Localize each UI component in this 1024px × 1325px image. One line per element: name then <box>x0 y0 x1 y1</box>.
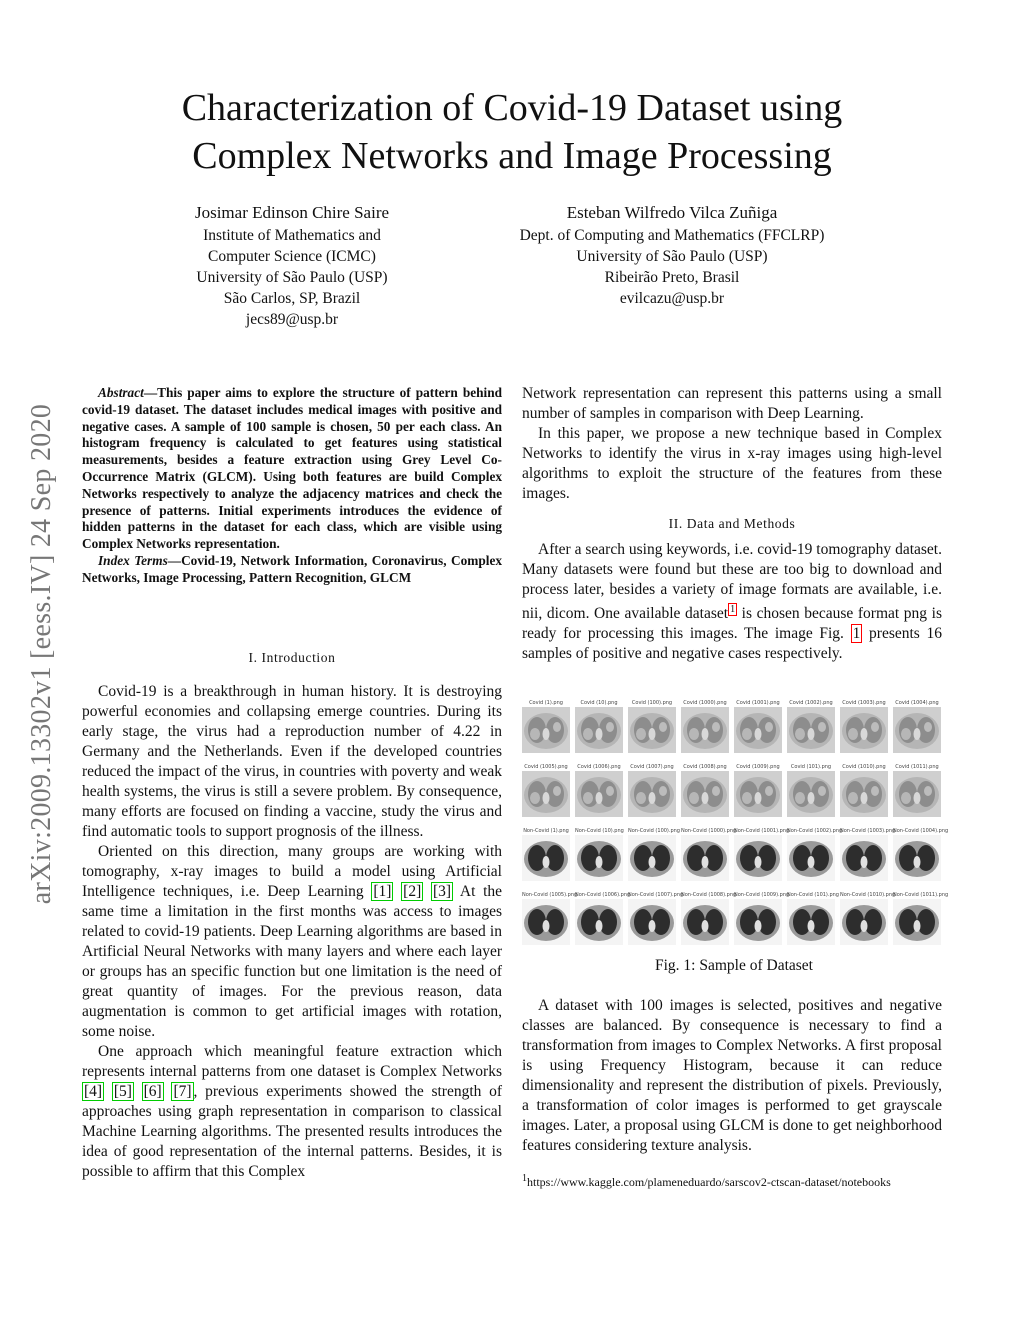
arxiv-stamp <box>14 352 70 957</box>
figure-sample-cell <box>893 700 941 756</box>
ct-scan-image <box>787 835 835 881</box>
ct-scan-image <box>681 771 729 817</box>
figure-link[interactable]: 1 <box>852 625 861 643</box>
paper-title <box>80 84 944 180</box>
figure-sample-label: Non-Covid (1005).png <box>522 892 578 898</box>
footnote-url[interactable]: https://www.kaggle.com/plameneduardo/sarscov2-ctscan-dataset/notebooks <box>527 1175 891 1189</box>
author-affiliation: University of São Paulo (USP) <box>576 248 768 265</box>
ct-scan-image <box>522 771 570 817</box>
figure-sample-cell <box>734 700 782 756</box>
figure-sample-cell <box>628 700 676 756</box>
figure-sample-cell <box>575 892 631 948</box>
data-p1-text-cont: is chosen because format png is ready for processing this images. The image Fig. <box>522 605 942 643</box>
author-affiliation: University of São Paulo (USP) <box>196 269 388 286</box>
figure-sample-label: Covid (1008).png <box>683 764 727 770</box>
figure-sample-cell <box>734 828 790 884</box>
data-p1-text: After a search using keywords, i.e. covid-19 tomography dataset. Many datasets were found but these are too big to download and process later, besides a variety of image formats are available, i.e. nii, dicom. One available dataset <box>522 541 942 623</box>
figure-sample-label: Covid (1006).png <box>577 764 621 770</box>
ct-scan-image <box>734 899 782 945</box>
ct-scan-image <box>628 771 676 817</box>
citation-link[interactable]: [5] <box>113 1083 132 1100</box>
figure-sample-label: Covid (1011).png <box>895 764 939 770</box>
author-affiliation: Institute of Mathematics and <box>203 227 381 244</box>
figure-sample-label: Non-Covid (10).png <box>575 828 624 834</box>
figure-sample-label: Covid (1004).png <box>895 700 939 706</box>
intro-p3-text-cont: , previous experiments showed the strength of approaches using graph representation in comparison to classical Machine Learning algorithms. The presented results introduces the idea of good representation of the internal patterns. Besides, it is possible to affirm that this Complex <box>82 1083 503 1180</box>
figure-sample-label: Non-Covid (1008).png <box>681 892 737 898</box>
abstract <box>82 385 502 587</box>
ct-scan-image <box>575 835 623 881</box>
author-block-2 <box>472 201 872 309</box>
figure-sample-cell <box>628 892 684 948</box>
intro-paragraph-4: In this paper, we propose a new technique based in Complex Networks to identify the virus in x-ray images using high-level algorithms to exploit the structure of the features from these images. <box>522 425 942 502</box>
figure-sample-cell <box>734 892 790 948</box>
ct-scan-image <box>893 835 941 881</box>
intro-paragraph-1: Covid-19 is a breakthrough in human history. It is destroying powerful economies and collapsing emerge countries. During its early stage, the virus had a reproduction number of 4.22 in Germany and the Netherlands. Even if the developed countries reduced the impact of the virus, in countries with poverty and weak health systems, the virus is still a severe problem. By consequence, many efforts are focused on finding a vaccine, study the virus and find automatic tools to support prognosis of the illness. <box>82 683 502 840</box>
ct-scan-image <box>734 707 782 753</box>
intro-p2-text: Oriented on this direction, many groups are working with tomography, x-ray images to build a model using Artificial Intelligence techniques, i.e. Deep Learning <box>82 843 502 900</box>
ct-scan-image <box>787 899 835 945</box>
figure-sample-label: Covid (1005).png <box>524 764 568 770</box>
figure-sample-cell <box>575 700 623 756</box>
arxiv-id[interactable]: arXiv:2009.13302v1 [eess.IV] 24 Sep 2020 <box>26 403 57 905</box>
data-methods-body <box>522 540 942 664</box>
ct-scan-image <box>840 899 888 945</box>
citation-link[interactable]: [2] <box>403 883 422 900</box>
figure-sample-label: Non-Covid (1002).png <box>787 828 843 834</box>
intro-continued-paragraph: Network representation can represent this patterns using a small number of samples in comparison with Deep Learning. <box>522 385 942 422</box>
figure-sample-cell <box>787 764 835 820</box>
figure-sample-label: Non-Covid (1).png <box>523 828 569 834</box>
figure-sample-label: Non-Covid (1000).png <box>681 828 737 834</box>
figure-sample-cell <box>522 764 570 820</box>
ct-scan-image <box>787 707 835 753</box>
author-affiliation: Computer Science (ICMC) <box>208 248 376 265</box>
figure-sample-cell <box>840 700 888 756</box>
figure-sample-label: Covid (1001).png <box>736 700 780 706</box>
ct-scan-image <box>840 835 888 881</box>
title-line-2: Complex Networks and Image Processing <box>192 135 832 177</box>
figure-sample-label: Covid (1003).png <box>842 700 886 706</box>
footnote-link[interactable]: 1 <box>730 604 736 615</box>
figure-sample-label: Non-Covid (1001).png <box>734 828 790 834</box>
figure-sample-label: Covid (10).png <box>580 700 618 706</box>
ct-scan-image <box>522 899 570 945</box>
figure-sample-label: Covid (1002).png <box>789 700 833 706</box>
figure-caption: Fig. 1: Sample of Dataset <box>655 957 813 974</box>
ct-scan-image <box>522 835 570 881</box>
author-email[interactable]: jecs89@usp.br <box>245 311 339 328</box>
ct-scan-image <box>840 707 888 753</box>
figure-sample-cell <box>840 764 888 820</box>
figure-sample-cell <box>681 700 729 756</box>
ct-scan-image <box>522 707 570 753</box>
author-affiliation: Dept. of Computing and Mathematics (FFCLRP) <box>519 227 825 244</box>
figure-sample-cell <box>628 828 680 884</box>
author-location: Ribeirão Preto, Brasil <box>604 269 740 286</box>
figure-sample-label: Covid (1007).png <box>630 764 674 770</box>
ct-scan-image <box>681 899 729 945</box>
ct-scan-image <box>893 899 941 945</box>
abstract-body: —This paper aims to explore the structure of pattern behind covid-19 dataset. The dataset includes medical images with positive and negative cases. A sample of 100 sample is chosen, 50 per each class. An histogram frequency is calculated to get features using statistical measurements, besides a feature extraction using Grey Level Co-Occurrence Matrix (GLCM). Using both features are build Complex Networks respectively to analyze the adjacency matrices and check the presence of patterns. Initial experiments introduces the evidence of hidden patterns in the dataset for each class, which are visible using Complex Networks representation. <box>82 385 502 552</box>
author-name: Esteban Wilfredo Vilca Zuñiga <box>566 203 778 222</box>
ct-scan-image <box>787 771 835 817</box>
figure-sample-label: Non-Covid (100).png <box>628 828 680 834</box>
figure-sample-label: Non-Covid (1010).png <box>840 892 896 898</box>
figure-sample-cell <box>893 892 949 948</box>
author-name: Josimar Edinson Chire Saire <box>194 203 390 222</box>
figure-sample-label: Covid (1000).png <box>683 700 727 706</box>
footnote-mark: 1 <box>522 1173 527 1184</box>
abstract-label: Abstract <box>98 385 144 400</box>
ct-scan-image <box>575 899 623 945</box>
figure-sample-cell <box>681 892 737 948</box>
citation-link[interactable]: [1] <box>373 883 392 900</box>
author-block-1 <box>142 201 442 330</box>
figure-sample-cell <box>734 764 782 820</box>
figure-sample-label: Non-Covid (1009).png <box>734 892 790 898</box>
figure-sample-label: Non-Covid (1007).png <box>628 892 684 898</box>
author-email[interactable]: evilcazu@usp.br <box>619 290 725 307</box>
index-terms-body: —Covid-19, Network Information, Coronavirus, Complex Networks, Image Processing, Pattern Recognition, GLCM <box>82 552 503 585</box>
figure-sample-label: Covid (1).png <box>529 700 563 706</box>
data-methods-body-2 <box>522 996 942 1156</box>
section-heading-data-methods: II. Data and Methods <box>668 516 796 531</box>
figure-sample-cell <box>893 828 949 884</box>
figure-sample-cell <box>893 764 941 820</box>
ct-scan-image <box>893 707 941 753</box>
citation-link[interactable]: [6] <box>143 1083 162 1100</box>
footnote <box>522 1171 942 1190</box>
index-terms <box>82 553 502 587</box>
figure-sample-cell <box>840 892 896 948</box>
citation-link[interactable]: [4] <box>84 1083 103 1100</box>
data-p1-text-end: presents 16 samples of positive and negative cases respectively. <box>522 625 943 663</box>
data-paragraph-2: A dataset with 100 images is selected, positives and negative classes are balanced. By consequence is necessary to find a transformation from images to Complex Networks. A first proposal is using Frequency Histogram, because it can reduce dimensionality and represent the distribution of pixels. Previously, a transformation of color images is performed to get grayscale images. Later, a proposal using GLCM is done to get neighborhood features considering texture analysis. <box>522 997 942 1154</box>
ct-scan-image <box>628 707 676 753</box>
citation-link[interactable]: [7] <box>173 1083 192 1100</box>
figure-sample-cell <box>681 828 737 884</box>
figure-sample-label: Non-Covid (1011).png <box>893 892 949 898</box>
index-terms-label: Index Terms <box>98 552 168 568</box>
ct-scan-image <box>575 707 623 753</box>
intro-p3-text: One approach which meaningful feature extraction which represents internal patterns from one dataset is Complex Networks <box>82 1043 502 1080</box>
figure-sample-grid <box>522 700 949 945</box>
ct-scan-image <box>628 835 676 881</box>
figure-sample-cell <box>787 700 835 756</box>
figure-sample-label: Non-Covid (101).png <box>787 892 839 898</box>
ct-scan-image <box>734 771 782 817</box>
figure-sample-label: Covid (1010).png <box>842 764 886 770</box>
figure-sample-label: Non-Covid (1004).png <box>893 828 949 834</box>
ct-scan-image <box>681 707 729 753</box>
intro-paragraph-2 <box>82 842 502 1042</box>
figure-sample-cell <box>787 828 843 884</box>
citation-link[interactable]: [3] <box>432 883 452 900</box>
ct-scan-image <box>840 771 888 817</box>
intro-paragraph-3 <box>82 1042 502 1182</box>
figure-sample-cell <box>575 828 623 884</box>
author-location: São Carlos, SP, Brazil <box>223 290 361 307</box>
figure-sample-cell <box>787 892 839 948</box>
section-heading-introduction: I. Introduction <box>248 650 336 665</box>
figure-sample-cell <box>522 828 570 884</box>
figure-sample-label: Covid (1009).png <box>736 764 780 770</box>
figure-sample-label: Covid (101).png <box>790 764 832 770</box>
ct-scan-image <box>681 835 729 881</box>
introduction-body <box>82 682 502 1182</box>
figure-sample-cell <box>840 828 896 884</box>
data-paragraph-1 <box>522 540 942 664</box>
ct-scan-image <box>628 899 676 945</box>
figure-sample-cell <box>628 764 676 820</box>
figure-sample-cell <box>575 764 623 820</box>
ct-scan-image <box>734 835 782 881</box>
intro-p2-text-cont: At the same time a limitation in the first months was access to images related to covid-19 patients. Deep Learning algorithms are based in Artificial Neural Networks with many layers and where each layer or groups has an specific function but one limitation is the need of great quantity of images. For the previous reason, data augmentation is common to get artificial images with rotation, some noise. <box>82 883 503 1040</box>
abstract-text <box>82 385 502 553</box>
figure-sample-cell <box>522 892 578 948</box>
ct-scan-image <box>893 771 941 817</box>
right-column-intro <box>522 384 942 504</box>
figure-sample-cell <box>681 764 729 820</box>
figure-sample-cell <box>522 700 570 756</box>
figure-sample-label: Non-Covid (1003).png <box>840 828 896 834</box>
ct-scan-image <box>575 771 623 817</box>
title-line-1: Characterization of Covid-19 Dataset using <box>181 87 843 129</box>
figure-sample-label: Non-Covid (1006).png <box>575 892 631 898</box>
figure-sample-label: Covid (100).png <box>631 700 673 706</box>
